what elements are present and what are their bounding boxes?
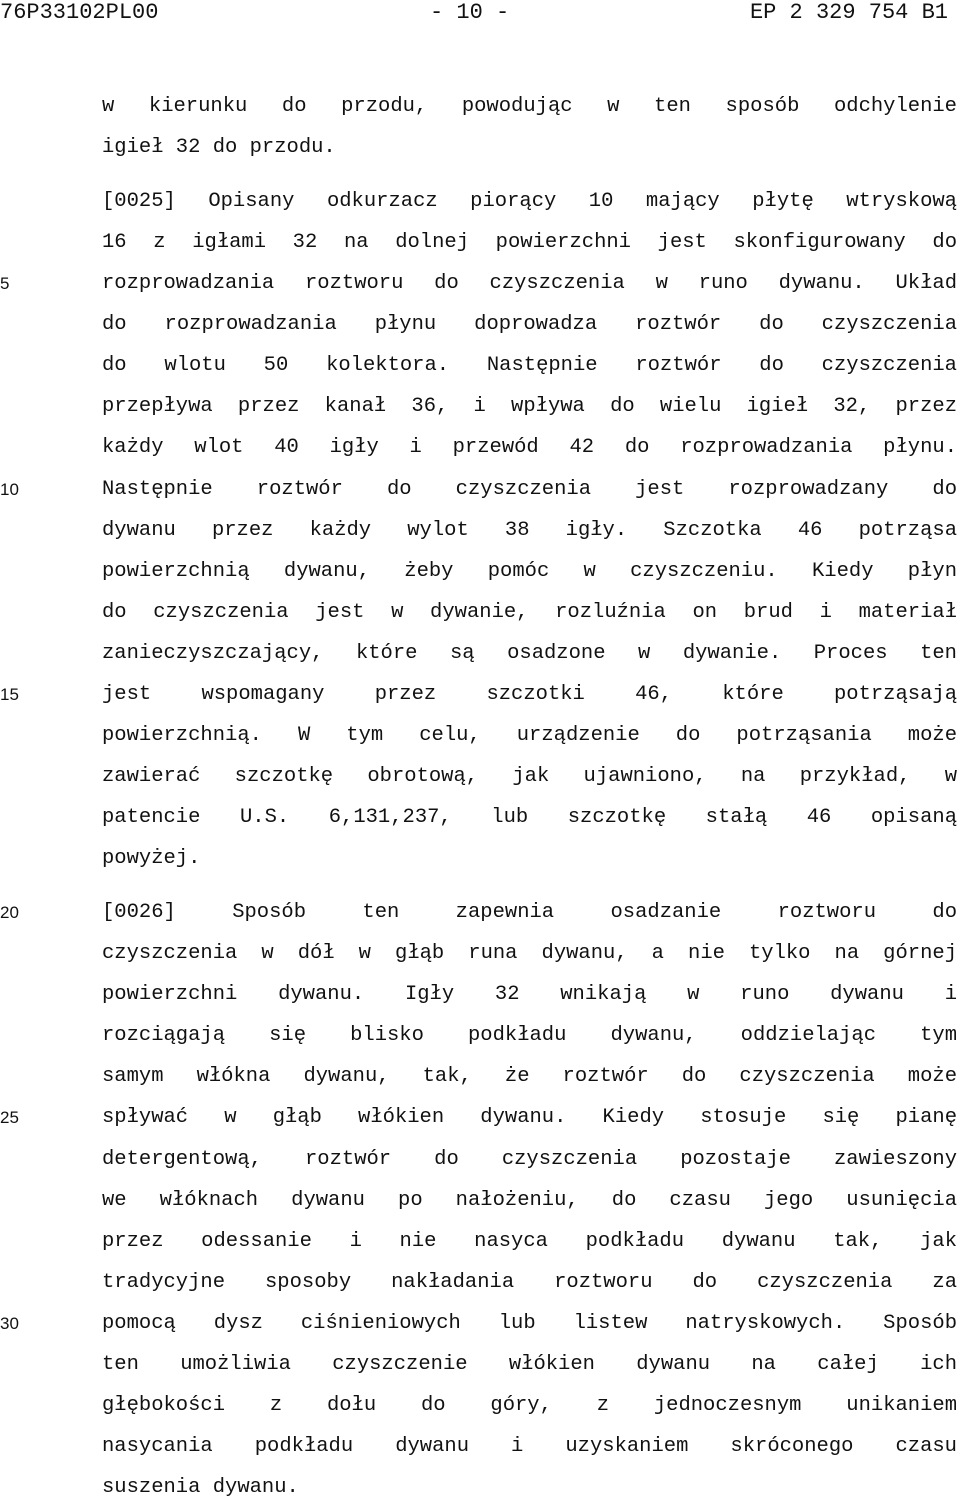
text-line: rozciągają się blisko podkładu dywanu, oddzielając tym — [102, 1024, 957, 1047]
text-line: głębokości z dołu do góry, z jednoczesnym unikaniem — [102, 1394, 957, 1417]
text-line: w kierunku do przodu, powodując w ten sposób odchylenie — [102, 95, 957, 118]
text-line: patencie U.S. 6,131,237, lub szczotkę stałą 46 opisaną — [102, 806, 957, 829]
text-line: do rozprowadzania płynu doprowadza roztwór do czyszczenia — [102, 313, 957, 336]
text-line: ten umożliwia czyszczenie włókien dywanu na całej ich — [102, 1353, 957, 1376]
text-line: [0026] Sposób ten zapewnia osadzanie roztworu do — [102, 901, 957, 924]
margin-line-number: 5 — [0, 274, 10, 293]
margin-line-number: 20 — [0, 903, 19, 922]
margin-line-number: 10 — [0, 480, 19, 499]
text-line: we włóknach dywanu po nałożeniu, do czasu jego usunięcia — [102, 1189, 957, 1212]
text-line: do wlotu 50 kolektora. Następnie roztwór do czyszczenia — [102, 354, 957, 377]
text-line: powierzchnią dywanu, żeby pomóc w czyszczeniu. Kiedy płyn — [102, 560, 957, 583]
text-line: przez odessanie i nie nasyca podkładu dywanu tak, jak — [102, 1230, 957, 1253]
text-line: igieł 32 do przodu. — [102, 136, 336, 159]
text-line: Następnie roztwór do czyszczenia jest rozprowadzany do — [102, 478, 957, 501]
patent-number: EP 2 329 754 B1 — [749, 0, 948, 25]
text-line: jest wspomagany przez szczotki 46, które potrząsają — [102, 683, 957, 706]
text-line: samym włókna dywanu, tak, że roztwór do czyszczenia może — [102, 1065, 957, 1088]
text-line: każdy wlot 40 igły i przewód 42 do rozprowadzania płynu. — [102, 436, 957, 459]
text-line: rozprowadzania roztworu do czyszczenia w runo dywanu. Układ — [102, 272, 957, 295]
page-number: - 10 - — [430, 0, 510, 25]
text-line: zawierać szczotkę obrotową, jak ujawniono, na przykład, w — [102, 765, 957, 788]
margin-line-number: 15 — [0, 685, 19, 704]
text-line: suszenia dywanu. — [102, 1476, 299, 1499]
text-line: tradycyjne sposoby nakładania roztworu do czyszczenia za — [102, 1271, 957, 1294]
text-line: dywanu przez każdy wylot 38 igły. Szczotka 46 potrząsa — [102, 519, 957, 542]
text-line: pomocą dysz ciśnieniowych lub listew natryskowych. Sposób — [102, 1312, 957, 1335]
margin-line-number: 30 — [0, 1314, 19, 1333]
text-line: czyszczenia w dół w głąb runa dywanu, a nie tylko na górnej — [102, 942, 957, 965]
margin-line-number: 25 — [0, 1108, 19, 1127]
text-line: spływać w głąb włókien dywanu. Kiedy stosuje się pianę — [102, 1106, 957, 1129]
text-line: nasycania podkładu dywanu i uzyskaniem skróconego czasu — [102, 1435, 957, 1458]
text-line: 16 z igłami 32 na dolnej powierzchni jest skonfigurowany do — [102, 231, 957, 254]
text-line: powyżej. — [102, 847, 201, 870]
text-line: powierzchnią. W tym celu, urządzenie do potrząsania może — [102, 724, 957, 747]
text-line: przepływa przez kanał 36, i wpływa do wielu igieł 32, przez — [102, 395, 957, 418]
text-line: powierzchni dywanu. Igły 32 wnikają w runo dywanu i — [102, 983, 957, 1006]
text-line: do czyszczenia jest w dywanie, rozluźnia on brud i materiał — [102, 601, 957, 624]
document-id: 76P33102PL00 — [0, 0, 159, 25]
text-line: zanieczyszczający, które są osadzone w dywanie. Proces ten — [102, 642, 957, 665]
text-line: detergentową, roztwór do czyszczenia pozostaje zawieszony — [102, 1148, 957, 1171]
text-line: [0025] Opisany odkurzacz piorący 10 mający płytę wtryskową — [102, 190, 957, 213]
